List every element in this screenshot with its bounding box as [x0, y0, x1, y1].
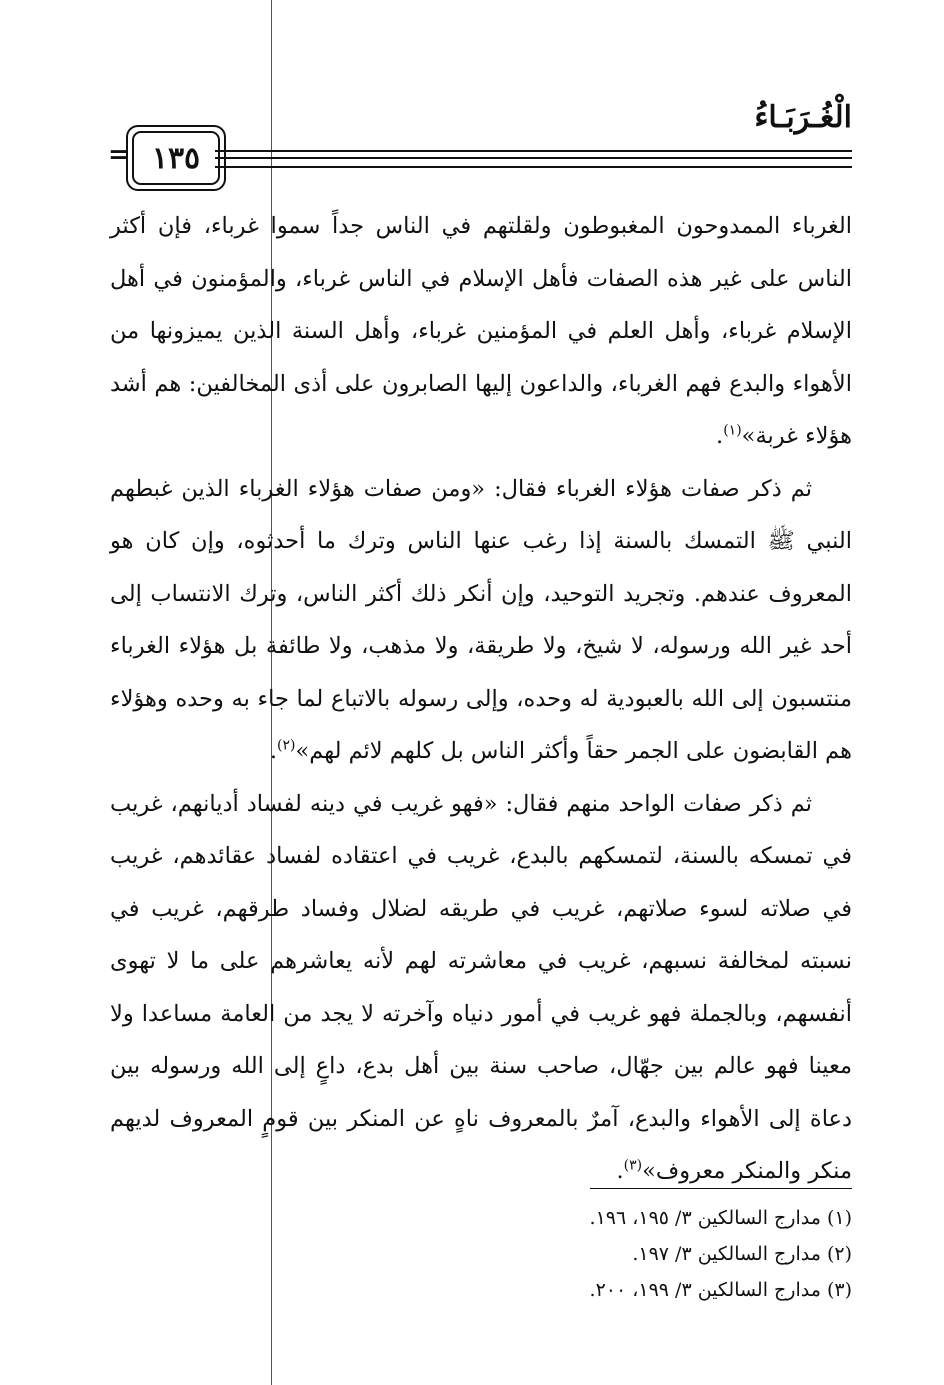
paragraph-2 [110, 463, 852, 778]
paragraph-text: الغرباء الممدوحون المغبوطون ولقلتهم في الناس جداً سموا غرباء، فإن أكثر الناس على غير هذه الصفات فأهل الإسلام في الناس غرباء، والمؤمنون في أهل الإسلام غرباء، وأهل العلم في المؤمنين غرباء، وأهل السنة الذين يميزونها من الأهواء والبدع فهم الغرباء، والداعون إليها الصابرون على أذى المخالفين: هم أشد هؤلاء غربة» [110, 213, 852, 449]
paragraph-end: . [716, 423, 724, 449]
footnote-2: (٢) مدارج السالكين ٣/ ١٩٧. [632, 1243, 852, 1265]
footnotes [400, 1200, 852, 1308]
running-title: الْغُـرَبَـاءُ [754, 100, 852, 135]
paragraph-1 [110, 200, 852, 463]
paragraph-end: . [616, 1158, 624, 1184]
header-ornament: = [108, 140, 130, 170]
body-text [110, 200, 852, 1198]
footnote-separator [590, 1188, 852, 1189]
footnote-1: (١) مدارج السالكين ٣/ ١٩٥، ١٩٦. [589, 1207, 852, 1229]
page-number: ١٣٥ [132, 131, 220, 185]
paragraph-end: . [269, 738, 277, 764]
footnote-3: (٣) مدارج السالكين ٣/ ١٩٩، ٢٠٠. [589, 1279, 852, 1301]
paragraph-3 [110, 778, 852, 1198]
paragraph-text: ثم ذكر صفات الواحد منهم فقال: «فهو غريب في دينه لفساد أديانهم، غريب في تمسكه بالسنة، لتمسكهم بالبدع، غريب في اعتقاده لفساد عقائدهم، غريب في صلاته لسوء صلاتهم، غريب في طريقه لضلال وفساد طرقهم، غريب في نسبته لمخالفة نسبهم، غريب في معاشرته لهم لأنه يعاشرهم على ما لا تهوى أنفسهم، وبالجملة فهو غريب في أمور دنياه وآخرته لا يجد من العامة مساعدا ولا معينا فهو عالم بين جهّال، صاحب سنة بين أهل بدع، داعٍ إلى الله ورسوله بين دعاة إلى الأهواء والبدع، آمرٌ بالمعروف ناهٍ عن المنكر بين قومٍ المعروف لديهم منكر والمنكر معروف» [110, 790, 852, 1184]
page-number-frame [126, 125, 226, 191]
footnote-ref-3: (٣) [623, 1157, 643, 1174]
footnote-ref-1: (١) [723, 422, 742, 439]
paragraph-text: ثم ذكر صفات هؤلاء الغرباء فقال: «ومن صفات هؤلاء الغرباء الذين غبطهم النبي ﷺ التمسك بالسنة إذا رغب عنها الناس وترك ما أحدثوه، وإن كان هو المعروف عندهم. وتجريد التوحيد، وإن أنكر ذلك أكثر الناس، وترك الانتساب إلى أحد غير الله ورسوله، لا شيخ، ولا طريقة، ولا مذهب، ولا طائفة بل هؤلاء الغرباء منتسبون إلى الله بالعبودية له وحده، وإلى رسوله بالاتباع لما جاء به وحده وهؤلاء هم القابضون على الجمر حقاً وأكثر الناس بل كلهم لائم لهم» [110, 475, 852, 764]
header-rule [215, 150, 852, 168]
footnote-ref-2: (٢) [276, 737, 296, 754]
